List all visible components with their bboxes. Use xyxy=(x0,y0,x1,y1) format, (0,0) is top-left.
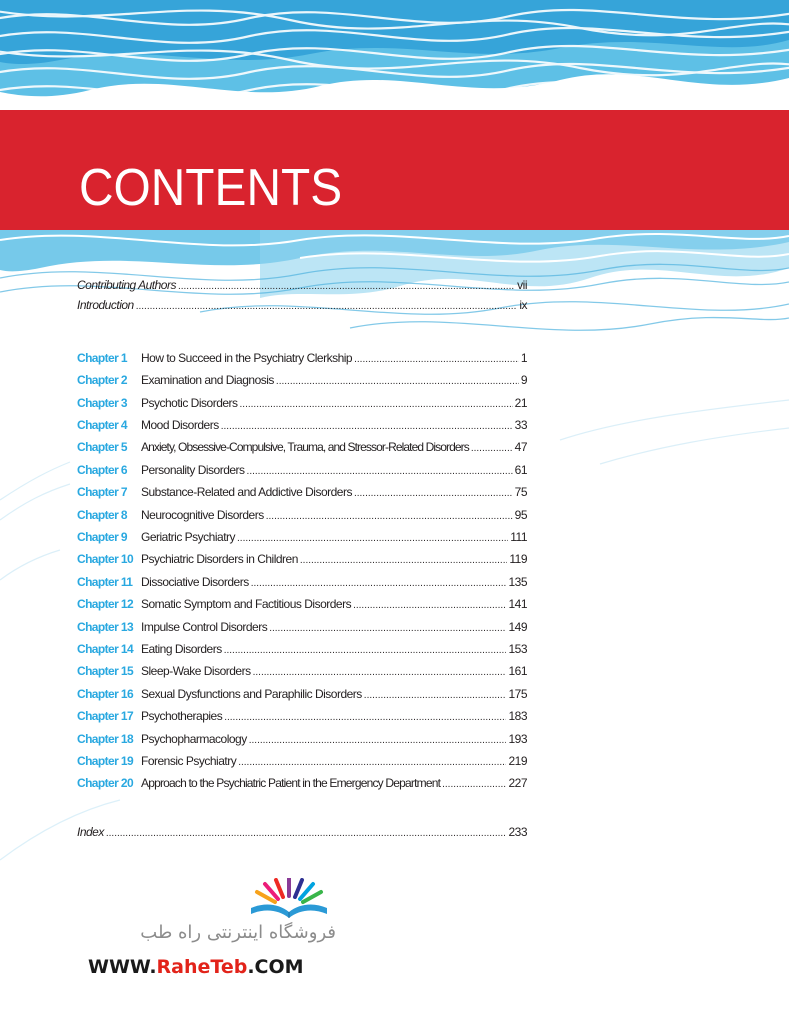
toc-entry-chapter-9[interactable] xyxy=(77,530,527,548)
toc-page-number: 33 xyxy=(514,418,527,432)
chapter-number: Chapter 20 xyxy=(77,776,134,790)
chapter-title: Neurocognitive Disorders xyxy=(141,508,264,522)
chapter-number: Chapter 1 xyxy=(77,351,127,365)
toc-entry-chapter-7[interactable] xyxy=(77,485,527,503)
chapter-title: Substance-Related and Addictive Disorders xyxy=(141,485,352,499)
toc-page-number: 193 xyxy=(508,732,527,746)
toc-page-number: 75 xyxy=(514,485,527,499)
toc-page-number: 1 xyxy=(520,351,527,365)
url-prefix: WWW. xyxy=(88,956,157,978)
dot-leader xyxy=(353,600,506,611)
chapter-number: Chapter 19 xyxy=(77,754,134,768)
chapter-title: Sleep-Wake Disorders xyxy=(141,664,251,678)
toc-entry-chapter-17[interactable] xyxy=(77,709,527,727)
chapter-title: Psychiatric Disorders in Children xyxy=(141,552,298,566)
dot-leader xyxy=(221,421,513,432)
toc-page-number: 95 xyxy=(514,508,527,522)
chapter-title: Psychopharmacology xyxy=(141,732,247,746)
toc-page-number: 111 xyxy=(510,530,527,544)
toc-page-number: 161 xyxy=(508,664,527,678)
toc-entry-contributing-authors[interactable] xyxy=(77,278,527,296)
url-suffix: .COM xyxy=(247,956,304,978)
toc-entry-chapter-3[interactable] xyxy=(77,396,527,414)
toc-entry-chapter-19[interactable] xyxy=(77,754,527,772)
dot-leader xyxy=(238,757,506,768)
dot-leader xyxy=(237,533,508,544)
chapter-title: Eating Disorders xyxy=(141,642,222,656)
chapter-title: Mood Disorders xyxy=(141,418,219,432)
dot-leader xyxy=(106,828,507,839)
toc-entry-chapter-10[interactable] xyxy=(77,552,527,570)
chapter-number: Chapter 11 xyxy=(77,575,133,589)
dot-leader xyxy=(364,690,507,701)
toc-entry-chapter-2[interactable] xyxy=(77,373,527,391)
toc-entry-chapter-18[interactable] xyxy=(77,732,527,750)
dot-leader xyxy=(253,667,507,678)
toc-entry-introduction[interactable] xyxy=(77,298,527,316)
chapter-title: Impulse Control Disorders xyxy=(141,620,268,634)
toc-page-number: 175 xyxy=(508,687,527,701)
toc-entry-chapter-16[interactable] xyxy=(77,687,527,705)
toc-entry-chapter-5[interactable] xyxy=(77,440,527,458)
toc-page-number: 183 xyxy=(508,709,527,723)
chapter-number: Chapter 15 xyxy=(77,664,134,678)
toc-page-number: 227 xyxy=(508,776,527,790)
chapter-number: Chapter 3 xyxy=(77,396,127,410)
chapter-number: Chapter 4 xyxy=(77,418,127,432)
toc-entry-chapter-14[interactable] xyxy=(77,642,527,660)
toc-entry-chapter-15[interactable] xyxy=(77,664,527,682)
contents-banner xyxy=(0,110,789,230)
dot-leader xyxy=(354,488,513,499)
chapter-title: How to Succeed in the Psychiatry Clerkship xyxy=(141,351,353,365)
chapter-number: Chapter 9 xyxy=(77,530,127,544)
toc-page-number: vii xyxy=(517,278,527,292)
shop-name-persian: فروشگاه اینترنتی راه طب xyxy=(140,922,336,943)
chapter-number: Chapter 5 xyxy=(77,440,127,454)
toc-entry-chapter-13[interactable] xyxy=(77,620,527,638)
toc-entry-index[interactable] xyxy=(77,825,527,843)
chapter-title: Examination and Diagnosis xyxy=(141,373,274,387)
chapter-number: Chapter 17 xyxy=(77,709,134,723)
dot-leader xyxy=(240,399,513,410)
chapter-number: Chapter 12 xyxy=(77,597,134,611)
toc-page-number: 9 xyxy=(520,373,527,387)
toc-title: Index xyxy=(77,825,104,839)
chapter-title: Geriatric Psychiatry xyxy=(141,530,236,544)
page-title: CONTENTS xyxy=(79,159,343,217)
toc-entry-chapter-1[interactable] xyxy=(77,351,527,369)
chapter-title: Forensic Psychiatry xyxy=(141,754,237,768)
chapter-number: Chapter 2 xyxy=(77,373,127,387)
chapter-title: Dissociative Disorders xyxy=(141,575,249,589)
chapter-number: Chapter 14 xyxy=(77,642,134,656)
chapter-number: Chapter 10 xyxy=(77,552,134,566)
toc-page-number: 119 xyxy=(509,552,527,566)
chapter-number: Chapter 6 xyxy=(77,463,127,477)
chapter-title: Somatic Symptom and Factitious Disorders xyxy=(141,597,352,611)
toc-page-number: 233 xyxy=(508,825,527,839)
dot-leader xyxy=(136,301,518,312)
toc-page-number: 141 xyxy=(508,597,527,611)
dot-leader xyxy=(276,376,519,387)
toc-entry-chapter-20[interactable] xyxy=(77,776,527,794)
wave-pattern-faint xyxy=(0,380,789,900)
dot-leader xyxy=(266,511,513,522)
dot-leader xyxy=(249,735,507,746)
chapter-number: Chapter 7 xyxy=(77,485,127,499)
open-book-rainbow-icon xyxy=(245,878,333,922)
chapter-title: Sexual Dysfunctions and Paraphilic Disorders xyxy=(141,687,362,701)
toc-entry-chapter-11[interactable] xyxy=(77,575,527,593)
chapter-title: Psychotic Disorders xyxy=(141,396,238,410)
chapter-title: Psychotherapies xyxy=(141,709,223,723)
chapter-number: Chapter 18 xyxy=(77,732,134,746)
toc-page-number: 61 xyxy=(514,463,527,477)
chapter-title: Anxiety, Obsessive-Compulsive, Trauma, and Stressor-Related Disorders xyxy=(141,440,469,454)
dot-leader xyxy=(442,779,506,790)
dot-leader xyxy=(300,555,507,566)
chapter-title: Personality Disorders xyxy=(141,463,245,477)
dot-leader xyxy=(224,645,507,656)
dot-leader xyxy=(471,443,513,454)
toc-page-number: 153 xyxy=(508,642,527,656)
chapter-title: Approach to the Psychiatric Patient in the Emergency Department xyxy=(141,776,441,790)
toc-entry-chapter-4[interactable] xyxy=(77,418,527,436)
dot-leader xyxy=(178,281,515,292)
toc-page-number: 135 xyxy=(508,575,527,589)
chapter-number: Chapter 8 xyxy=(77,508,127,522)
toc-title: Introduction xyxy=(77,298,134,312)
toc-entry-chapter-6[interactable] xyxy=(77,463,527,481)
wave-pattern-top xyxy=(0,0,789,110)
chapter-number: Chapter 13 xyxy=(77,620,134,634)
toc-page-number: 21 xyxy=(514,396,527,410)
toc-page-number: ix xyxy=(519,298,527,312)
shop-website-url[interactable] xyxy=(88,956,304,978)
toc-page-number: 219 xyxy=(508,754,527,768)
toc-page-number: 149 xyxy=(508,620,527,634)
url-brand: RaheTeb xyxy=(156,956,248,978)
dot-leader xyxy=(224,712,506,723)
chapter-number: Chapter 16 xyxy=(77,687,134,701)
toc-entry-chapter-8[interactable] xyxy=(77,508,527,526)
toc-entry-chapter-12[interactable] xyxy=(77,597,527,615)
dot-leader xyxy=(269,623,506,634)
dot-leader xyxy=(354,354,519,365)
dot-leader xyxy=(247,466,513,477)
toc-page-number: 47 xyxy=(514,440,527,454)
toc-title: Contributing Authors xyxy=(77,278,176,292)
dot-leader xyxy=(251,578,507,589)
